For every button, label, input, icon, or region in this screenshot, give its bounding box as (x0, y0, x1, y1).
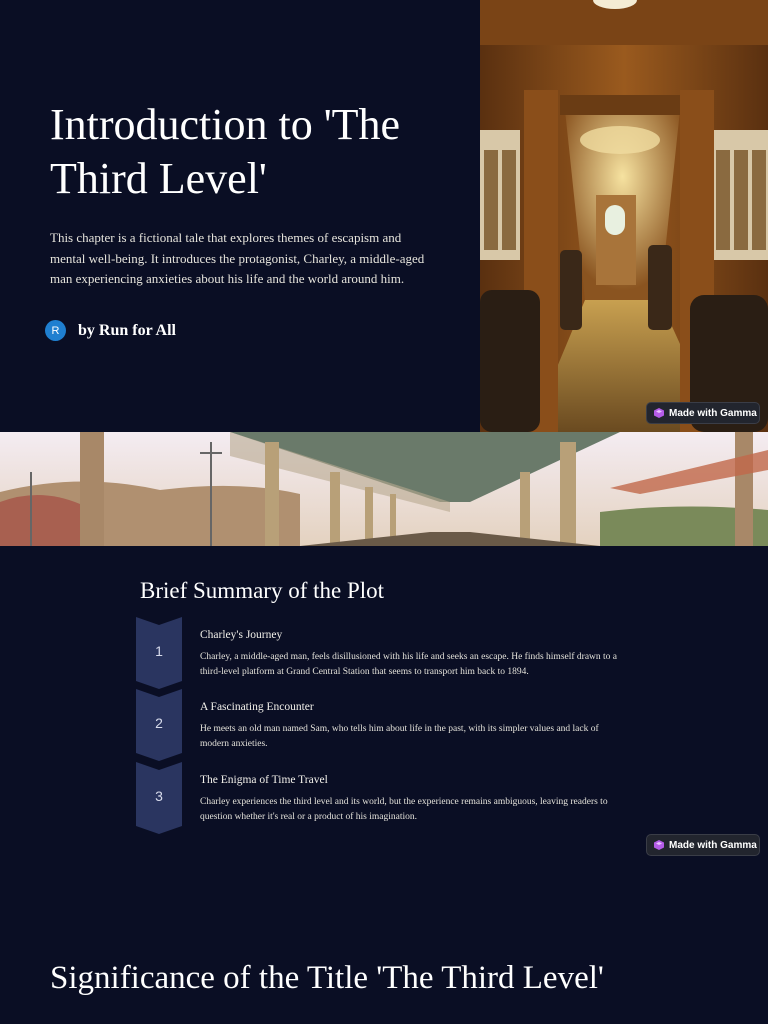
section-title: Brief Summary of the Plot (140, 578, 385, 603)
step-title: A Fascinating Encounter (200, 701, 314, 713)
step-title: The Enigma of Time Travel (200, 774, 328, 786)
train-interior-image (480, 0, 768, 432)
timeline-step (136, 689, 636, 757)
step-body: Charley, a middle-aged man, feels disillusioned with his life and seeks an escape. He finds himself drawn to a third-level platform at Grand Central Station that seems to transport him back to 1894. (200, 652, 618, 677)
step-title: Charley's Journey (200, 629, 283, 641)
slide-description: This chapter is a fictional tale that explores themes of escapism and mental well-being. It introduces the protagonist, Charley, a middle-aged man experiencing anxieties about his life and the world around him. (50, 230, 425, 286)
step-number: 3 (155, 788, 163, 804)
railway-platform-image (0, 432, 768, 546)
badge-label: Made with Gamma (669, 407, 757, 419)
avatar: R (45, 320, 66, 341)
badge-label: Made with Gamma (669, 839, 757, 851)
made-with-gamma-badge[interactable] (646, 402, 760, 424)
step-body: He meets an old man named Sam, who tells him about life in the past, with its simpler values and lack of modern anxieties. (200, 724, 599, 749)
author-name: by Run for All (78, 321, 176, 339)
slide-title: Introduction to 'The Third Level' (50, 100, 401, 203)
timeline-step (136, 762, 636, 830)
gamma-logo-icon (654, 408, 664, 418)
section-title: Significance of the Title 'The Third Level' (50, 960, 604, 996)
step-body: Charley experiences the third level and its world, but the experience remains ambiguous, leaving readers to question whether it's real or a product of his imagination. (200, 797, 608, 822)
step-number: 2 (155, 715, 163, 731)
intro-slide (0, 0, 768, 432)
step-number: 1 (155, 643, 163, 659)
gamma-logo-icon (654, 840, 664, 850)
author-line (45, 320, 176, 341)
timeline-step (136, 617, 636, 685)
made-with-gamma-badge[interactable] (646, 834, 760, 856)
